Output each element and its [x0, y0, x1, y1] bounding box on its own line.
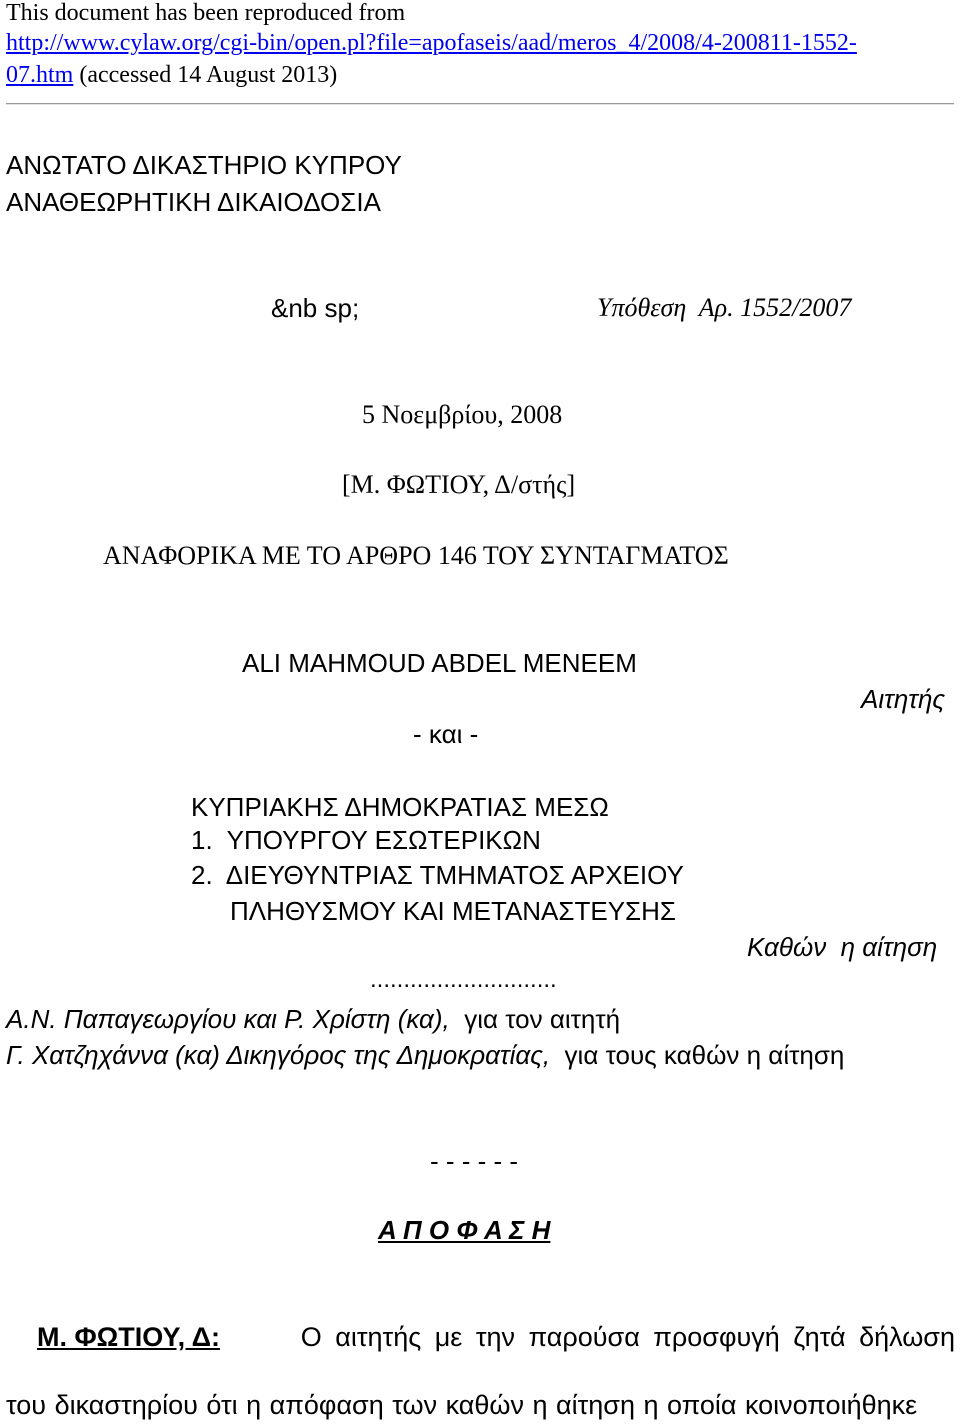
- counsel-applicant-names: Α.Ν. Παπαγεωργίου και Ρ. Χρίστη (κα),: [6, 1004, 450, 1034]
- respondent-item-2: 2. ΔΙΕΥΘΥΝΤΡΙΑΣ ΤΜΗΜΑΤΟΣ ΑΡΧΕΙΟΥ: [191, 860, 684, 890]
- judge-line: [Μ. ΦΩΤΙΟΥ, Δ/στής]: [342, 470, 576, 499]
- decision-text-line2: του δικαστηρίου ότι η απόφαση των καθών η αίτηση η οποία κοινοποιήθηκε: [6, 1390, 918, 1420]
- decision-judge-label: Μ. ΦΩΤΙΟΥ, Δ:: [37, 1322, 220, 1352]
- decision-title: Α Π Ο Φ Α Σ Η: [378, 1215, 551, 1245]
- article-line: ΑΝΑΦΟΡΙΚΑ ΜΕ ΤΟ ΑΡΘΡΟ 146 ΤΟΥ ΣΥΝΤΑΓΜΑΤΟΣ: [103, 541, 729, 570]
- respondent-item-2-cont: ΠΛΗΘΥΣΜΟΥ ΚΑΙ ΜΕΤΑΝΑΣΤΕΥΣΗΣ: [230, 896, 676, 926]
- respondent-item-1: 1. ΥΠΟΥΡΓΟΥ ΕΣΩΤΕΡΙΚΩΝ: [191, 825, 541, 855]
- applicant-name: ALI MAHMOUD ABDEL MENEEM: [242, 648, 637, 678]
- source-note: This document has been reproduced from: [6, 0, 406, 26]
- source-link-tail[interactable]: 07.htm: [6, 62, 74, 88]
- case-number: Υπόθεση Αρ. 1552/2007: [597, 293, 852, 322]
- applicant-role: Αιτητής: [861, 684, 946, 714]
- source-link-line2: [6, 62, 337, 89]
- respondent-role: Καθών η αίτηση: [747, 932, 938, 962]
- accessed-date: (accessed 14 August 2013): [73, 62, 338, 88]
- counsel-respondent-names: Γ. Χατζηχάννα (κα) Δικηγόρος της Δημοκρατίας,: [6, 1040, 551, 1070]
- source-link-line1[interactable]: http://www.cylaw.org/cgi-bin/open.pl?file=apofaseis/aad/meros_4/2008/4-200811-1552-: [6, 30, 857, 56]
- and-separator: - και -: [413, 719, 479, 749]
- decision-separator: - - - - - -: [430, 1146, 519, 1176]
- counsel-respondent-for: για τους καθών η αίτηση: [550, 1040, 845, 1070]
- counsel-respondent: [6, 1040, 844, 1071]
- decision-date: 5 Νοεμβρίου, 2008: [362, 400, 563, 429]
- decision-text-line1: Ο αιτητής με την παρούσα προσφυγή ζητά δήλωση: [300, 1322, 955, 1352]
- decision-first-line: [37, 1322, 955, 1353]
- dots-line: ............................: [370, 966, 557, 993]
- respondent-line: ΚΥΠΡΙΑΚΗΣ ΔΗΜΟΚΡΑΤΙΑΣ ΜΕΣΩ: [191, 792, 609, 822]
- court-jurisdiction: ΑΝΑΘΕΩΡΗΤΙΚΗ ΔΙΚΑΙΟΔΟΣΙΑ: [6, 187, 381, 217]
- counsel-applicant-for: για τον αιτητή: [449, 1004, 621, 1034]
- counsel-applicant: [6, 1004, 620, 1035]
- nbsp-artifact: &nb sp;: [271, 293, 360, 323]
- horizontal-rule: [6, 103, 954, 105]
- court-name: ΑΝΩΤΑΤΟ ΔΙΚΑΣΤΗΡΙΟ ΚΥΠΡΟΥ: [6, 150, 402, 180]
